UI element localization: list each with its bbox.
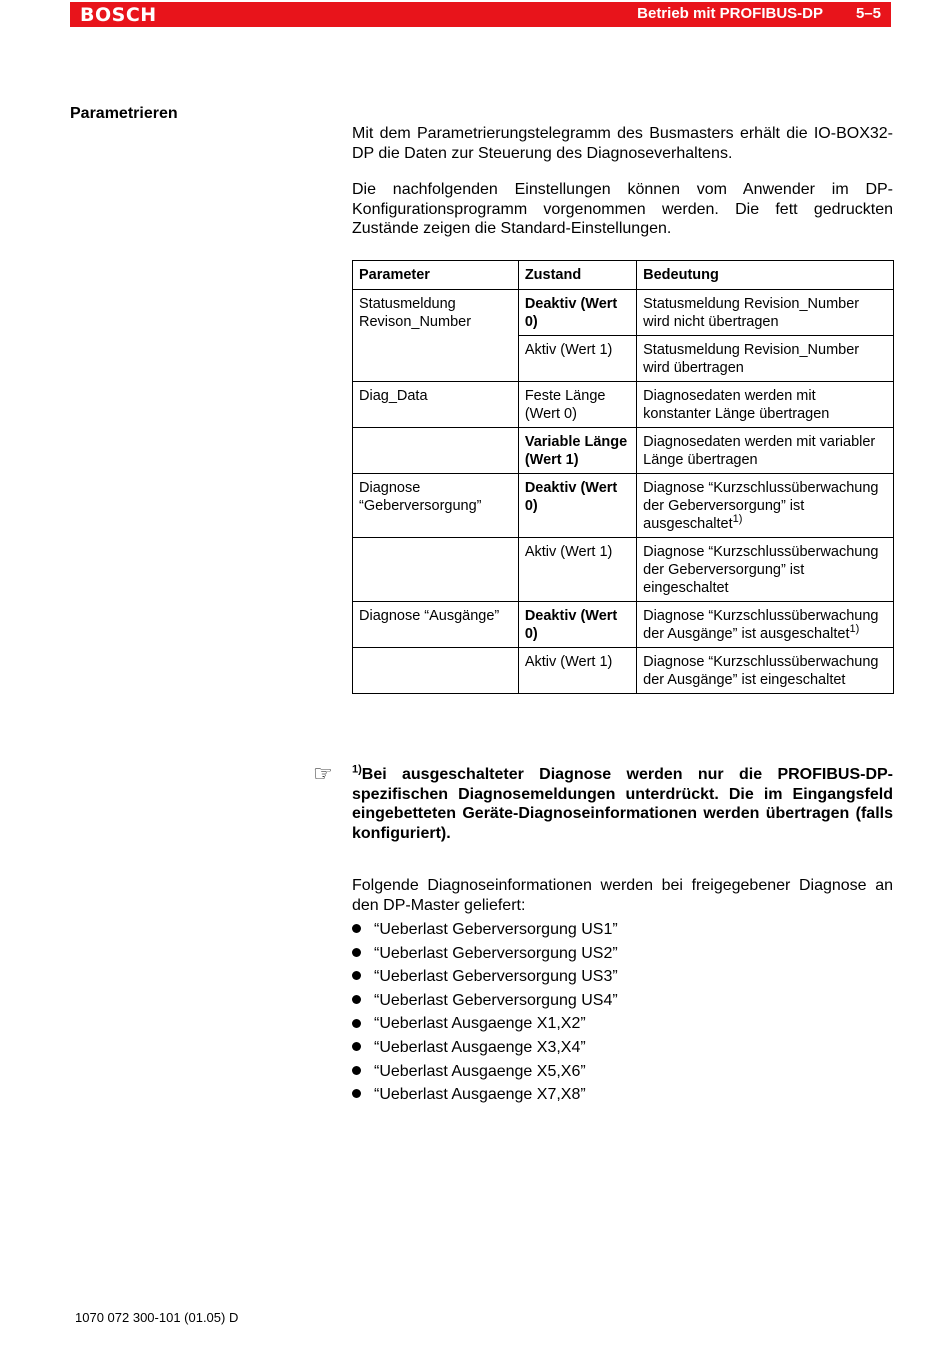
- meaning-cell: Diagnosedaten werden mit variabler Länge übertragen: [637, 428, 894, 474]
- list-item: [352, 918, 618, 942]
- list-item: [352, 965, 618, 989]
- table-row: [353, 290, 894, 336]
- bullet-icon: [352, 924, 361, 933]
- meaning-cell: Diagnosedaten werden mit konstanter Länge übertragen: [637, 382, 894, 428]
- table-row: [353, 538, 894, 602]
- table-row: [353, 602, 894, 648]
- table-row: [353, 382, 894, 428]
- parameter-cell: [353, 648, 519, 694]
- settings-paragraph: Die nachfolgenden Einstellungen können vom Anwender im DP-Konfigurationsprogramm vorgenommen werden. Die fett gedruckten Zustände zeigen die Standard-Einstellungen.: [352, 181, 893, 237]
- state-cell: Deaktiv (Wert 0): [518, 290, 636, 336]
- bullet-icon: [352, 1066, 361, 1075]
- list-item-text: “Ueberlast Ausgaenge X7,X8”: [374, 1086, 586, 1104]
- bullet-icon: [352, 1089, 361, 1098]
- parameter-cell: [353, 428, 519, 474]
- list-item-text: “Ueberlast Ausgaenge X5,X6”: [374, 1062, 586, 1080]
- state-cell: Aktiv (Wert 1): [518, 538, 636, 602]
- page-header: [70, 2, 891, 27]
- state-cell: Deaktiv (Wert 0): [518, 602, 636, 648]
- list-item: [352, 1083, 618, 1107]
- meaning-cell: Diagnose “Kurzschlussüberwachung der Ausgänge” ist eingeschaltet: [637, 648, 894, 694]
- header-page-number: 5–5: [855, 5, 881, 22]
- list-item-text: “Ueberlast Geberversorgung US4”: [374, 991, 618, 1009]
- list-item: [352, 1060, 618, 1084]
- column-header-parameter: Parameter: [353, 261, 519, 290]
- parameter-cell: Statusmeldung Revison_Number: [353, 290, 519, 382]
- bosch-logo: BOSCH: [80, 4, 157, 26]
- bullet-icon: [352, 995, 361, 1004]
- note-marker: 1): [352, 763, 362, 776]
- section-heading: Parametrieren: [70, 105, 178, 122]
- list-item: [352, 942, 618, 966]
- document-number-footer: 1070 072 300-101 (01.05) D: [75, 1310, 239, 1325]
- parameter-cell: Diagnose “Ausgänge”: [353, 602, 519, 648]
- footnote-note: [352, 765, 893, 843]
- list-item: [352, 1012, 618, 1036]
- note-text: Bei ausgeschalteter Diagnose werden nur die PROFIBUS-DP-spezifischen Diagnosemeldungen unterdrückt. Die im Eingangsfeld eingebetteten Geräte-Diagnoseinformationen werden übertragen (falls konfiguriert).: [352, 766, 893, 842]
- pointing-hand-icon: ☞: [313, 761, 333, 786]
- list-item-text: “Ueberlast Geberversorgung US3”: [374, 968, 618, 986]
- column-header-meaning: Bedeutung: [637, 261, 894, 290]
- table-row: [353, 474, 894, 538]
- intro-paragraph: Mit dem Parametrierungstelegramm des Busmasters erhält die IO-BOX32-DP die Daten zur Steuerung des Diagnoseverhaltens.: [352, 125, 893, 162]
- diagnosis-list: [352, 918, 618, 1107]
- meaning-text: Diagnose “Kurzschlussüberwachung der Ausgänge” ist ausgeschaltet: [643, 608, 879, 642]
- list-item: [352, 989, 618, 1013]
- meaning-text: Diagnose “Kurzschlussüberwachung der Geberversorgung” ist ausgeschaltet: [643, 480, 879, 532]
- state-cell: Variable Länge (Wert 1): [518, 428, 636, 474]
- parameter-cell: Diagnose “Geberversorgung”: [353, 474, 519, 538]
- table-header-row: [353, 261, 894, 290]
- state-cell: Aktiv (Wert 1): [518, 336, 636, 382]
- meaning-cell: [637, 474, 894, 538]
- list-item-text: “Ueberlast Geberversorgung US2”: [374, 944, 618, 962]
- header-chapter-title: Betrieb mit PROFIBUS-DP: [637, 5, 823, 22]
- state-cell: Feste Länge (Wert 0): [518, 382, 636, 428]
- state-cell: Deaktiv (Wert 0): [518, 474, 636, 538]
- state-cell: Aktiv (Wert 1): [518, 648, 636, 694]
- list-item-text: “Ueberlast Geberversorgung US1”: [374, 921, 618, 938]
- list-item-text: “Ueberlast Ausgaenge X1,X2”: [374, 1015, 586, 1033]
- meaning-cell: Statusmeldung Revision_Number wird nicht übertragen: [637, 290, 894, 336]
- footnote-marker: 1): [732, 513, 743, 526]
- meaning-cell: Statusmeldung Revision_Number wird übertragen: [637, 336, 894, 382]
- list-item: [352, 1036, 618, 1060]
- bullet-icon: [352, 1042, 361, 1051]
- list-item-text: “Ueberlast Ausgaenge X3,X4”: [374, 1038, 586, 1056]
- table-row: [353, 648, 894, 694]
- meaning-cell: Diagnose “Kurzschlussüberwachung der Geberversorgung” ist eingeschaltet: [637, 538, 894, 602]
- parameter-table: [352, 260, 894, 694]
- list-intro-paragraph: Folgende Diagnoseinformationen werden bei freigegebener Diagnose an den DP-Master geliefert:: [352, 877, 893, 914]
- bullet-icon: [352, 971, 361, 980]
- table-row: [353, 428, 894, 474]
- footnote-marker: 1): [849, 623, 860, 636]
- parameter-cell: Diag_Data: [353, 382, 519, 428]
- bullet-icon: [352, 1019, 361, 1028]
- meaning-cell: [637, 602, 894, 648]
- column-header-state: Zustand: [518, 261, 636, 290]
- parameter-cell: [353, 538, 519, 602]
- bullet-icon: [352, 948, 361, 957]
